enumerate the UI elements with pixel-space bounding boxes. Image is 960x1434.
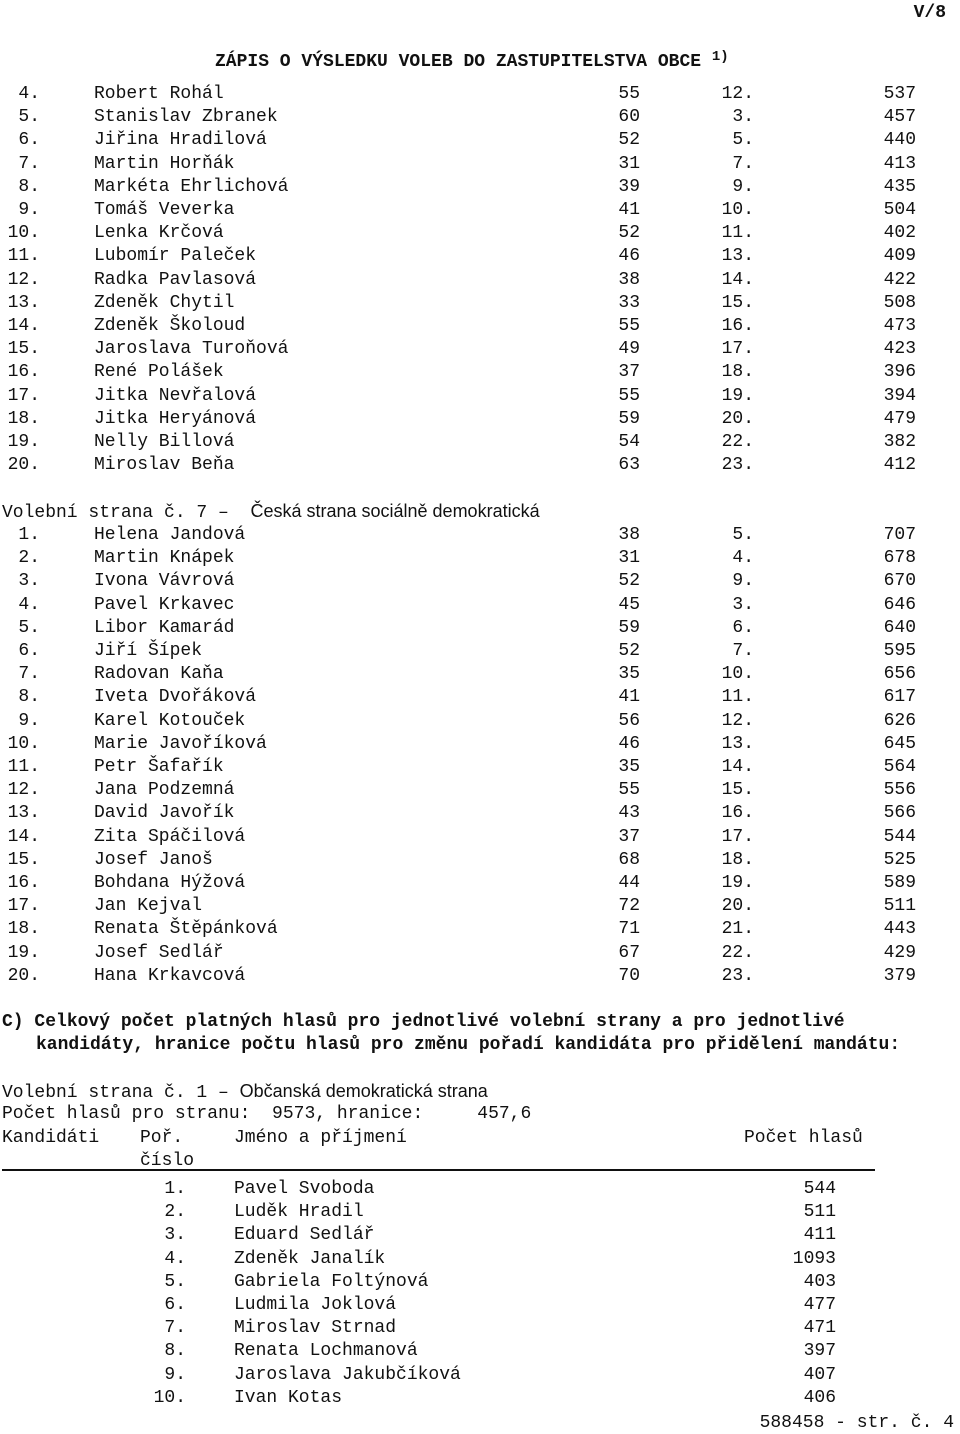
candidate-age: 37 [618, 362, 640, 383]
candidate-order: 10. [721, 200, 754, 220]
candidate-name: Tomáš Veverka [94, 200, 235, 220]
candidate-name: Radka Pavlasová [94, 269, 257, 290]
candidate-number: 9. [164, 1364, 186, 1385]
candidate-name: Jitka Heryánová [94, 408, 257, 429]
candidate-age: 55 [618, 385, 640, 406]
candidate-age: 67 [618, 942, 640, 963]
candidate-order: 23. [721, 965, 754, 986]
candidate-order: 20. [721, 896, 754, 917]
candidate-row [0, 315, 960, 338]
candidate-votes: 595 [883, 641, 916, 661]
candidate-number: 5. [18, 107, 40, 128]
candidate-number: 2. [164, 1202, 186, 1223]
candidate-name: Jiří Šípek [94, 641, 203, 661]
candidate-number: 16. [7, 362, 40, 383]
candidate-row [0, 663, 960, 686]
candidate-name: Bohdana Hýžová [94, 873, 246, 893]
candidate-row [0, 1364, 960, 1387]
candidate-votes: 473 [883, 316, 916, 336]
candidate-number: 20. [7, 455, 40, 476]
candidate-row [0, 83, 960, 106]
candidate-order: 21. [721, 919, 754, 940]
candidate-name: Renata Štěpánková [94, 919, 278, 940]
header-candidates: Kandidáti [2, 1128, 100, 1148]
section-c-line2: kandidáty, hranice počtu hlasů pro změnu pořadí kandidáta pro přidělení mandátu: [36, 1035, 901, 1055]
candidate-age: 49 [618, 339, 640, 360]
candidate-row [0, 1387, 960, 1410]
candidate-age: 55 [618, 316, 640, 336]
candidate-votes: 457 [883, 107, 916, 128]
candidate-age: 68 [618, 849, 640, 870]
candidate-row [0, 779, 960, 802]
candidate-row [0, 1317, 960, 1340]
candidate-age: 59 [618, 408, 640, 429]
candidate-order: 5. [732, 130, 754, 151]
candidate-name: Ludmila Joklová [234, 1295, 397, 1315]
candidate-row [0, 408, 960, 431]
candidate-row [0, 176, 960, 199]
candidate-order: 22. [721, 942, 754, 963]
candidate-age: 54 [618, 432, 640, 452]
candidate-name: Jitka Nevřalová [94, 385, 257, 406]
candidate-votes: 409 [883, 246, 916, 267]
candidate-name: Gabriela Foltýnová [234, 1271, 429, 1292]
candidate-row [0, 849, 960, 872]
candidate-age: 63 [618, 455, 640, 476]
candidate-age: 70 [618, 965, 640, 986]
candidate-age: 71 [618, 919, 640, 940]
candidate-number: 5. [18, 617, 40, 638]
candidate-age: 52 [618, 223, 640, 244]
candidate-order: 14. [721, 269, 754, 290]
candidate-row [0, 269, 960, 292]
candidate-row [0, 710, 960, 733]
candidate-order: 9. [732, 176, 754, 197]
candidate-row [0, 245, 960, 268]
candidate-name: Markéta Ehrlichová [94, 176, 289, 197]
candidate-row [0, 1178, 960, 1201]
candidate-number: 15. [7, 339, 40, 360]
candidate-votes: 402 [883, 223, 916, 244]
candidate-votes: 670 [883, 571, 916, 592]
candidate-number: 19. [7, 942, 40, 963]
candidate-number: 16. [7, 873, 40, 893]
candidate-order: 18. [721, 849, 754, 870]
candidate-row [0, 338, 960, 361]
party-1-name: Občanská demokratická strana [239, 1081, 488, 1101]
candidate-age: 52 [618, 571, 640, 592]
candidate-order: 3. [732, 107, 754, 128]
candidate-votes: 412 [883, 455, 916, 476]
candidate-name: Lubomír Paleček [94, 246, 257, 267]
candidate-votes: 379 [883, 965, 916, 986]
candidate-age: 44 [618, 873, 640, 893]
candidate-name: Helena Jandová [94, 525, 246, 545]
candidate-votes: 440 [883, 130, 916, 151]
candidate-order: 12. [721, 84, 754, 104]
candidate-number: 20. [7, 965, 40, 986]
candidate-name: Renata Lochmanová [234, 1341, 418, 1362]
candidate-row [0, 686, 960, 709]
candidate-number: 10. [153, 1387, 186, 1408]
candidate-row [0, 106, 960, 129]
candidate-row [0, 1271, 960, 1294]
candidate-row [0, 153, 960, 176]
candidate-name: Jiřina Hradilová [94, 130, 267, 151]
candidate-row [0, 942, 960, 965]
candidate-row [0, 129, 960, 152]
candidate-row [0, 1340, 960, 1363]
candidate-name: Jaroslava Jakubčíková [234, 1364, 461, 1385]
candidate-order: 14. [721, 757, 754, 777]
candidate-name: Zdeněk Chytil [94, 292, 235, 313]
candidate-votes: 382 [883, 432, 916, 452]
candidate-votes: 407 [803, 1364, 836, 1385]
candidate-votes: 403 [803, 1271, 836, 1292]
section-c-label: C) [2, 1012, 24, 1032]
candidate-number: 14. [7, 316, 40, 336]
candidate-votes: 566 [883, 803, 916, 824]
candidate-row [0, 640, 960, 663]
candidate-age: 45 [618, 594, 640, 615]
candidate-number: 7. [18, 153, 40, 174]
title-text: ZÁPIS O VÝSLEDKU VOLEB DO ZASTUPITELSTVA OBCE [215, 52, 702, 72]
candidate-number: 4. [18, 84, 40, 104]
candidate-name: Pavel Svoboda [234, 1179, 375, 1199]
candidate-name: Miroslav Strnad [234, 1318, 397, 1339]
candidate-votes: 537 [883, 84, 916, 104]
candidate-order: 19. [721, 873, 754, 893]
candidate-votes: 397 [803, 1341, 836, 1362]
candidate-order: 16. [721, 316, 754, 336]
candidate-order: 18. [721, 362, 754, 383]
candidate-votes: 656 [883, 664, 916, 685]
candidate-number: 9. [18, 200, 40, 220]
candidate-age: 46 [618, 246, 640, 267]
candidate-order: 5. [732, 525, 754, 545]
candidate-name: Martin Horňák [94, 153, 235, 174]
candidate-row [0, 222, 960, 245]
candidate-order: 7. [732, 153, 754, 174]
candidate-row [0, 895, 960, 918]
candidate-number: 17. [7, 385, 40, 406]
candidate-row [0, 617, 960, 640]
page-id: V/8 [913, 3, 946, 23]
candidate-votes: 508 [883, 292, 916, 313]
candidate-row [0, 1224, 960, 1247]
candidate-name: Jan Kejval [94, 896, 203, 917]
candidate-votes: 640 [883, 617, 916, 638]
candidate-row [0, 361, 960, 384]
candidate-order: 19. [721, 385, 754, 406]
candidate-votes: 556 [883, 780, 916, 801]
candidate-votes: 422 [883, 269, 916, 290]
candidate-order: 13. [721, 246, 754, 267]
candidate-order: 17. [721, 826, 754, 847]
candidate-votes: 1093 [792, 1248, 836, 1269]
candidate-order: 11. [721, 223, 754, 244]
candidate-votes: 564 [883, 757, 916, 777]
candidate-row [0, 1201, 960, 1224]
candidate-number: 3. [18, 571, 40, 592]
candidate-row [0, 594, 960, 617]
candidate-age: 60 [618, 107, 640, 128]
candidate-number: 14. [7, 826, 40, 847]
party-1-heading [2, 1080, 488, 1104]
candidate-votes: 589 [883, 873, 916, 893]
candidate-row [0, 524, 960, 547]
candidate-votes: 479 [883, 408, 916, 429]
candidate-order: 9. [732, 571, 754, 592]
candidate-name: Zdeněk Janalík [234, 1248, 386, 1269]
header-rule [2, 1169, 875, 1171]
candidate-votes: 406 [803, 1387, 836, 1408]
candidate-name: Marie Javoříková [94, 733, 267, 754]
candidate-number: 8. [18, 176, 40, 197]
candidate-row [0, 872, 960, 895]
candidate-votes: 413 [883, 153, 916, 174]
candidate-name: Stanislav Zbranek [94, 107, 278, 128]
candidate-votes: 511 [803, 1202, 836, 1223]
candidate-name: Eduard Sedlář [234, 1225, 375, 1246]
candidate-name: Zita Spáčilová [94, 826, 246, 847]
candidate-age: 52 [618, 130, 640, 151]
candidate-number: 11. [7, 246, 40, 267]
candidate-number: 11. [7, 757, 40, 777]
candidate-age: 46 [618, 733, 640, 754]
candidate-name: Josef Sedlář [94, 942, 224, 963]
candidate-votes: 511 [883, 896, 916, 917]
candidate-number: 10. [7, 733, 40, 754]
candidate-row [0, 1294, 960, 1317]
candidate-number: 4. [164, 1248, 186, 1269]
candidate-number: 12. [7, 269, 40, 290]
candidate-order: 10. [721, 664, 754, 685]
candidate-number: 13. [7, 292, 40, 313]
candidate-order: 23. [721, 455, 754, 476]
candidate-age: 56 [618, 710, 640, 731]
candidate-votes: 471 [803, 1318, 836, 1339]
candidate-age: 31 [618, 548, 640, 569]
candidate-number: 19. [7, 432, 40, 452]
candidate-age: 38 [618, 525, 640, 545]
candidate-row [0, 918, 960, 941]
candidate-row [0, 802, 960, 825]
candidate-age: 55 [618, 780, 640, 801]
candidate-number: 18. [7, 919, 40, 940]
candidate-votes: 429 [883, 942, 916, 963]
candidate-votes: 411 [803, 1225, 836, 1246]
candidate-order: 7. [732, 641, 754, 661]
candidate-age: 31 [618, 153, 640, 174]
candidate-row [0, 756, 960, 779]
party-1-label: Volební strana č. 1 – [2, 1083, 229, 1103]
header-order-number: číslo [140, 1151, 195, 1171]
section-c-line1 [2, 1011, 845, 1033]
candidate-number: 7. [164, 1318, 186, 1339]
candidate-age: 35 [618, 664, 640, 685]
candidate-votes: 626 [883, 710, 916, 731]
candidate-votes: 396 [883, 362, 916, 383]
candidate-name: Miroslav Beňa [94, 455, 235, 476]
candidate-name: Jana Podzemná [94, 780, 235, 801]
candidate-votes: 544 [803, 1179, 836, 1199]
document-title [215, 46, 729, 73]
candidate-number: 6. [18, 641, 40, 661]
candidate-number: 2. [18, 548, 40, 569]
section-c-text1: Celkový počet platných hlasů pro jednotlivé volební strany a pro jednotlivé [34, 1012, 845, 1032]
candidate-row [0, 570, 960, 593]
candidate-votes: 504 [883, 200, 916, 220]
candidate-number: 3. [164, 1225, 186, 1246]
candidate-row [0, 965, 960, 988]
candidate-name: Iveta Dvořáková [94, 687, 257, 708]
candidate-order: 13. [721, 733, 754, 754]
candidate-number: 12. [7, 780, 40, 801]
title-footnote: 1) [711, 49, 729, 65]
candidate-votes: 525 [883, 849, 916, 870]
party-1-votes-line: Počet hlasů pro stranu: 9573, hranice: 457,6 [2, 1104, 532, 1124]
candidate-age: 72 [618, 896, 640, 917]
candidate-number: 15. [7, 849, 40, 870]
candidate-number: 1. [18, 525, 40, 545]
candidate-order: 15. [721, 292, 754, 313]
candidate-row [0, 547, 960, 570]
candidate-name: Ivona Vávrová [94, 571, 235, 592]
candidate-name: Hana Krkavcová [94, 965, 246, 986]
candidate-name: Radovan Kaňa [94, 664, 224, 685]
candidate-row [0, 385, 960, 408]
candidate-name: Robert Rohál [94, 84, 224, 104]
candidate-number: 6. [18, 130, 40, 151]
header-votes: Počet hlasů [744, 1128, 863, 1148]
candidate-row [0, 733, 960, 756]
candidate-age: 55 [618, 84, 640, 104]
candidate-age: 52 [618, 641, 640, 661]
candidate-age: 35 [618, 757, 640, 777]
party-7-name: Česká strana sociálně demokratická [250, 501, 540, 521]
candidate-name: René Polášek [94, 362, 224, 383]
candidate-number: 8. [18, 687, 40, 708]
candidate-votes: 443 [883, 919, 916, 940]
candidate-number: 17. [7, 896, 40, 917]
candidate-age: 38 [618, 269, 640, 290]
candidate-age: 39 [618, 176, 640, 197]
candidate-name: David Javořík [94, 803, 235, 824]
party-7-heading [2, 500, 540, 524]
candidate-row [0, 826, 960, 849]
candidate-name: Zdeněk Školoud [94, 316, 246, 336]
candidate-name: Josef Janoš [94, 849, 213, 870]
candidate-order: 20. [721, 408, 754, 429]
candidate-name: Pavel Krkavec [94, 594, 235, 615]
candidate-name: Libor Kamarád [94, 617, 235, 638]
candidate-order: 6. [732, 617, 754, 638]
candidate-name: Nelly Billová [94, 432, 235, 452]
candidate-age: 33 [618, 292, 640, 313]
party-7-label: Volební strana č. 7 – [2, 503, 229, 523]
candidate-number: 6. [164, 1295, 186, 1315]
candidate-votes: 394 [883, 385, 916, 406]
candidate-number: 9. [18, 710, 40, 731]
candidate-name: Luděk Hradil [234, 1202, 364, 1223]
candidate-votes: 707 [883, 525, 916, 545]
candidate-number: 5. [164, 1271, 186, 1292]
header-order: Poř. [140, 1128, 184, 1148]
candidate-name: Karel Kotouček [94, 710, 246, 731]
candidate-number: 13. [7, 803, 40, 824]
candidate-votes: 645 [883, 733, 916, 754]
candidate-number: 10. [7, 223, 40, 244]
candidate-order: 3. [732, 594, 754, 615]
candidate-row [0, 1248, 960, 1271]
candidate-order: 16. [721, 803, 754, 824]
candidate-age: 59 [618, 617, 640, 638]
candidate-order: 17. [721, 339, 754, 360]
candidate-votes: 477 [803, 1295, 836, 1315]
candidate-age: 41 [618, 200, 640, 220]
candidate-votes: 423 [883, 339, 916, 360]
page-footer: 588458 - str. č. 4 [759, 1413, 954, 1433]
candidate-votes: 544 [883, 826, 916, 847]
candidate-number: 4. [18, 594, 40, 615]
candidate-votes: 617 [883, 687, 916, 708]
candidate-age: 43 [618, 803, 640, 824]
candidate-order: 12. [721, 710, 754, 731]
candidate-votes: 678 [883, 548, 916, 569]
candidate-name: Ivan Kotas [234, 1387, 343, 1408]
candidate-order: 4. [732, 548, 754, 569]
candidate-votes: 435 [883, 176, 916, 197]
candidate-name: Martin Knápek [94, 548, 235, 569]
candidate-number: 1. [164, 1179, 186, 1199]
candidate-number: 18. [7, 408, 40, 429]
candidate-row [0, 292, 960, 315]
candidate-name: Jaroslava Turoňová [94, 339, 289, 360]
candidate-order: 11. [721, 687, 754, 708]
candidate-number: 8. [164, 1341, 186, 1362]
candidate-number: 7. [18, 664, 40, 685]
candidate-row [0, 431, 960, 454]
candidate-row [0, 199, 960, 222]
candidate-age: 37 [618, 826, 640, 847]
candidate-name: Petr Šafařík [94, 757, 224, 777]
candidate-age: 41 [618, 687, 640, 708]
candidate-name: Lenka Krčová [94, 223, 224, 244]
header-name: Jméno a příjmení [234, 1128, 407, 1148]
candidate-order: 15. [721, 780, 754, 801]
candidate-votes: 646 [883, 594, 916, 615]
candidate-order: 22. [721, 432, 754, 452]
candidate-row [0, 454, 960, 477]
